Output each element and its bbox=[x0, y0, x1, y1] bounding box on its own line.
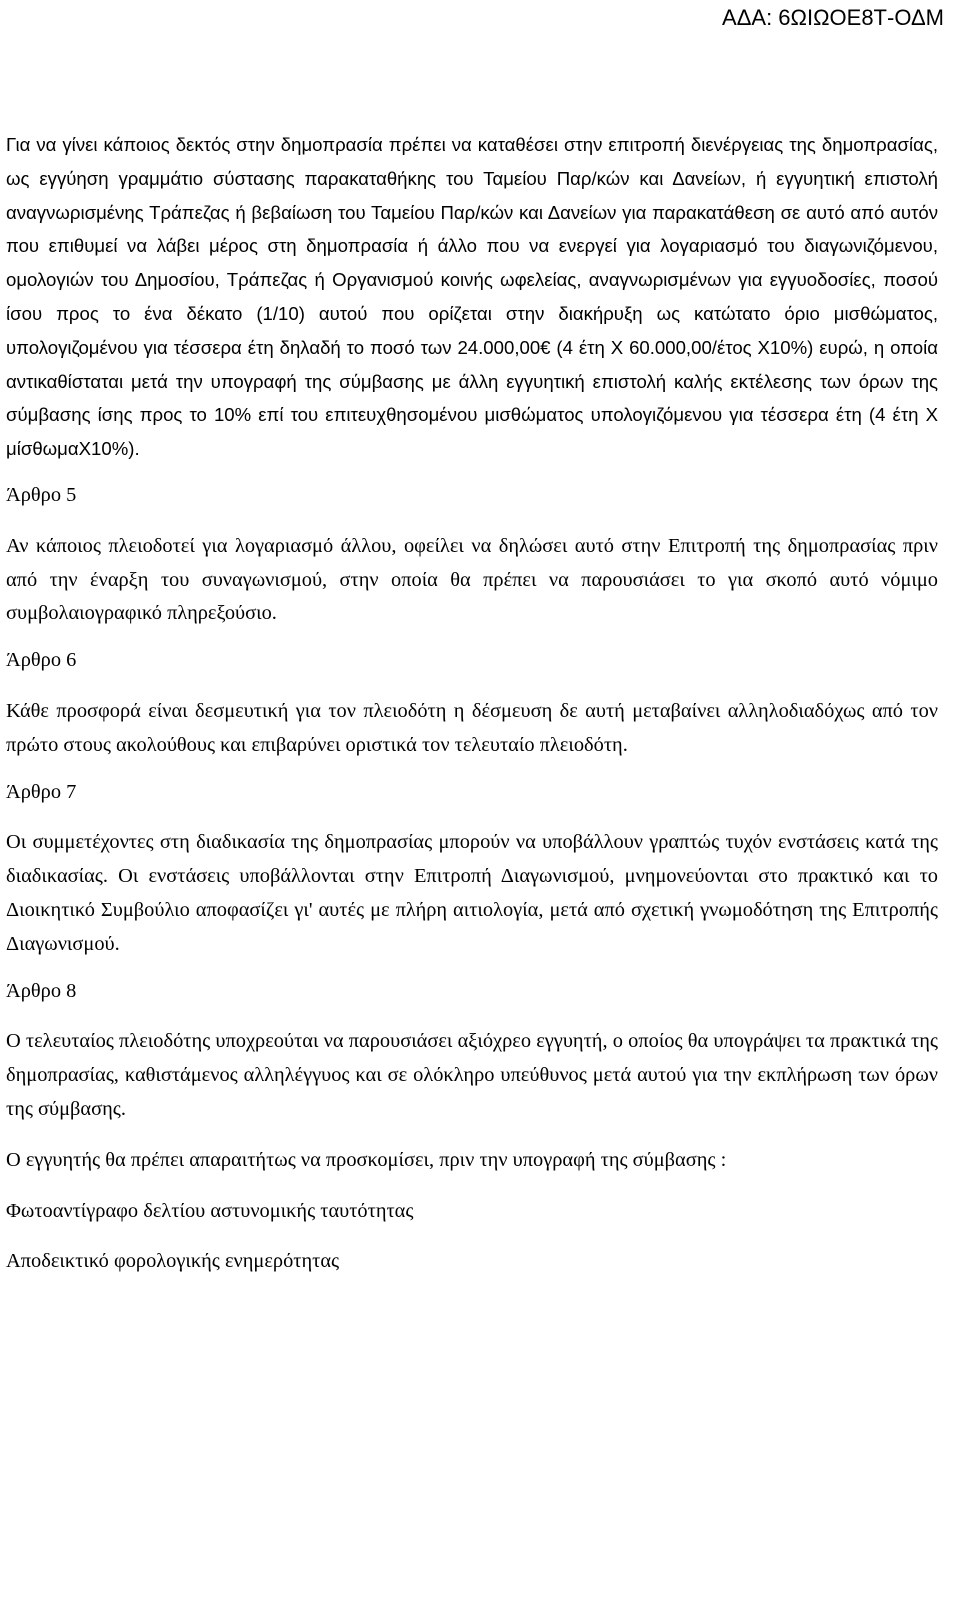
requirement-tax-clearance: Αποδεικτικό φορολογικής ενημερότητας bbox=[6, 1250, 340, 1273]
article-7-paragraph: Οι συμμετέχοντες στη διαδικασία της δημοπρασίας μπορούν να υποβάλλουν γραπτώς τυχόν ενστάσεις κατά της διαδικασίας. Οι ενστάσεις υποβάλλονται στην Επιτροπή Διαγωνισμού, μνημονεύονται στο πρακτικό και το Διοικητικό Συμβούλιο αποφασίζει γι' αυτές με πλήρη αιτιολογία, μετά από σχετική γνωμοδότηση της Επιτροπής Διαγωνισμού. bbox=[6, 831, 938, 955]
document-body bbox=[6, 128, 938, 1279]
guarantor-paragraph: Ο εγγυητής θα πρέπει απαραιτήτως να προσκομίσει, πριν την υπογραφή της σύμβασης : bbox=[6, 1148, 727, 1171]
intro-paragraph: Για να γίνει κάποιος δεκτός στην δημοπρασία πρέπει να καταθέσει στην επιτροπή διενέργειας της δημοπρασίας, ως εγγύηση γραμμάτιο σύστασης παρακαταθήκης του Ταμείου Παρ/κών και Δανείων, ή εγγυητική επιστολή αναγνωρισμένης Τράπεζας ή βεβαίωση του Ταμείου Παρ/κών και Δανείων για παρακατάθεση σε αυτό από αυτόν που επιθυμεί να λάβει μέρος στη δημοπρασία ή άλλο που να ενεργεί για λογαριασμό του διαγωνιζόμενου, ομολογιών του Δημοσίου, Τράπεζας ή Οργανισμού κοινής ωφελείας, αναγνωρισμένων για εγγυοδοσίες, ποσού ίσου προς το ένα δέκατο (1/10) αυτού που ορίζεται στην διακήρυξη ως κατώτατο όριο μισθώματος, υπολογιζομένου για τέσσερα έτη δηλαδή το ποσό των 24.000,00€ (4 έτη Χ 60.000,00/έτος Χ10%) ευρώ, η οποία αντικαθίσταται μετά την υπογραφή της σύμβασης με άλλη εγγυητική επιστολή καλής εκτέλεσης των όρων της σύμβασης ίσης προς το 10% επί του επιτευχθησομένου μισθώματος υπολογιζόμενου για τέσσερα έτη (4 έτη Χ μίσθωμαΧ10%). bbox=[6, 134, 938, 460]
article-5-paragraph: Αν κάποιος πλειοδοτεί για λογαριασμό άλλου, οφείλει να δηλώσει αυτό στην Επιτροπή της δημοπρασίας πριν από την έναρξη του συναγωνισμού, στην οποία θα πρέπει να παρουσιάσει το για σκοπό αυτό νόμιμο συμβολαιογραφικό πληρεξούσιο. bbox=[6, 534, 938, 625]
article-8-heading: Άρθρο 8 bbox=[6, 979, 77, 1002]
article-6-paragraph: Κάθε προσφορά είναι δεσμευτική για τον πλειοδότη η δέσμευση δε αυτή μεταβαίνει αλληλοδιαδόχως από τον πρώτο στους ακολούθους και επιβαρύνει οριστικά τον τελευταίο πλειοδότη. bbox=[6, 699, 938, 756]
ada-identifier: ΑΔΑ: 6ΩΙΩΟΕ8Τ-ΟΔΜ bbox=[722, 5, 944, 30]
requirement-id-copy: Φωτοαντίγραφο δελτίου αστυνομικής ταυτότητας bbox=[6, 1199, 414, 1222]
article-5-heading: Άρθρο 5 bbox=[6, 483, 77, 506]
article-7-heading: Άρθρο 7 bbox=[6, 780, 77, 803]
article-8-paragraph: Ο τελευταίος πλειοδότης υποχρεούται να παρουσιάσει αξιόχρεο εγγυητή, ο οποίος θα υπογράψει τα πρακτικά της δημοπρασίας, καθιστάμενος αλληλέγγυος και σε ολόκληρο υπεύθυνος μετά αυτού για την εκπλήρωση των όρων της σύμβασης. bbox=[6, 1030, 938, 1120]
article-6-heading: Άρθρο 6 bbox=[6, 649, 77, 672]
